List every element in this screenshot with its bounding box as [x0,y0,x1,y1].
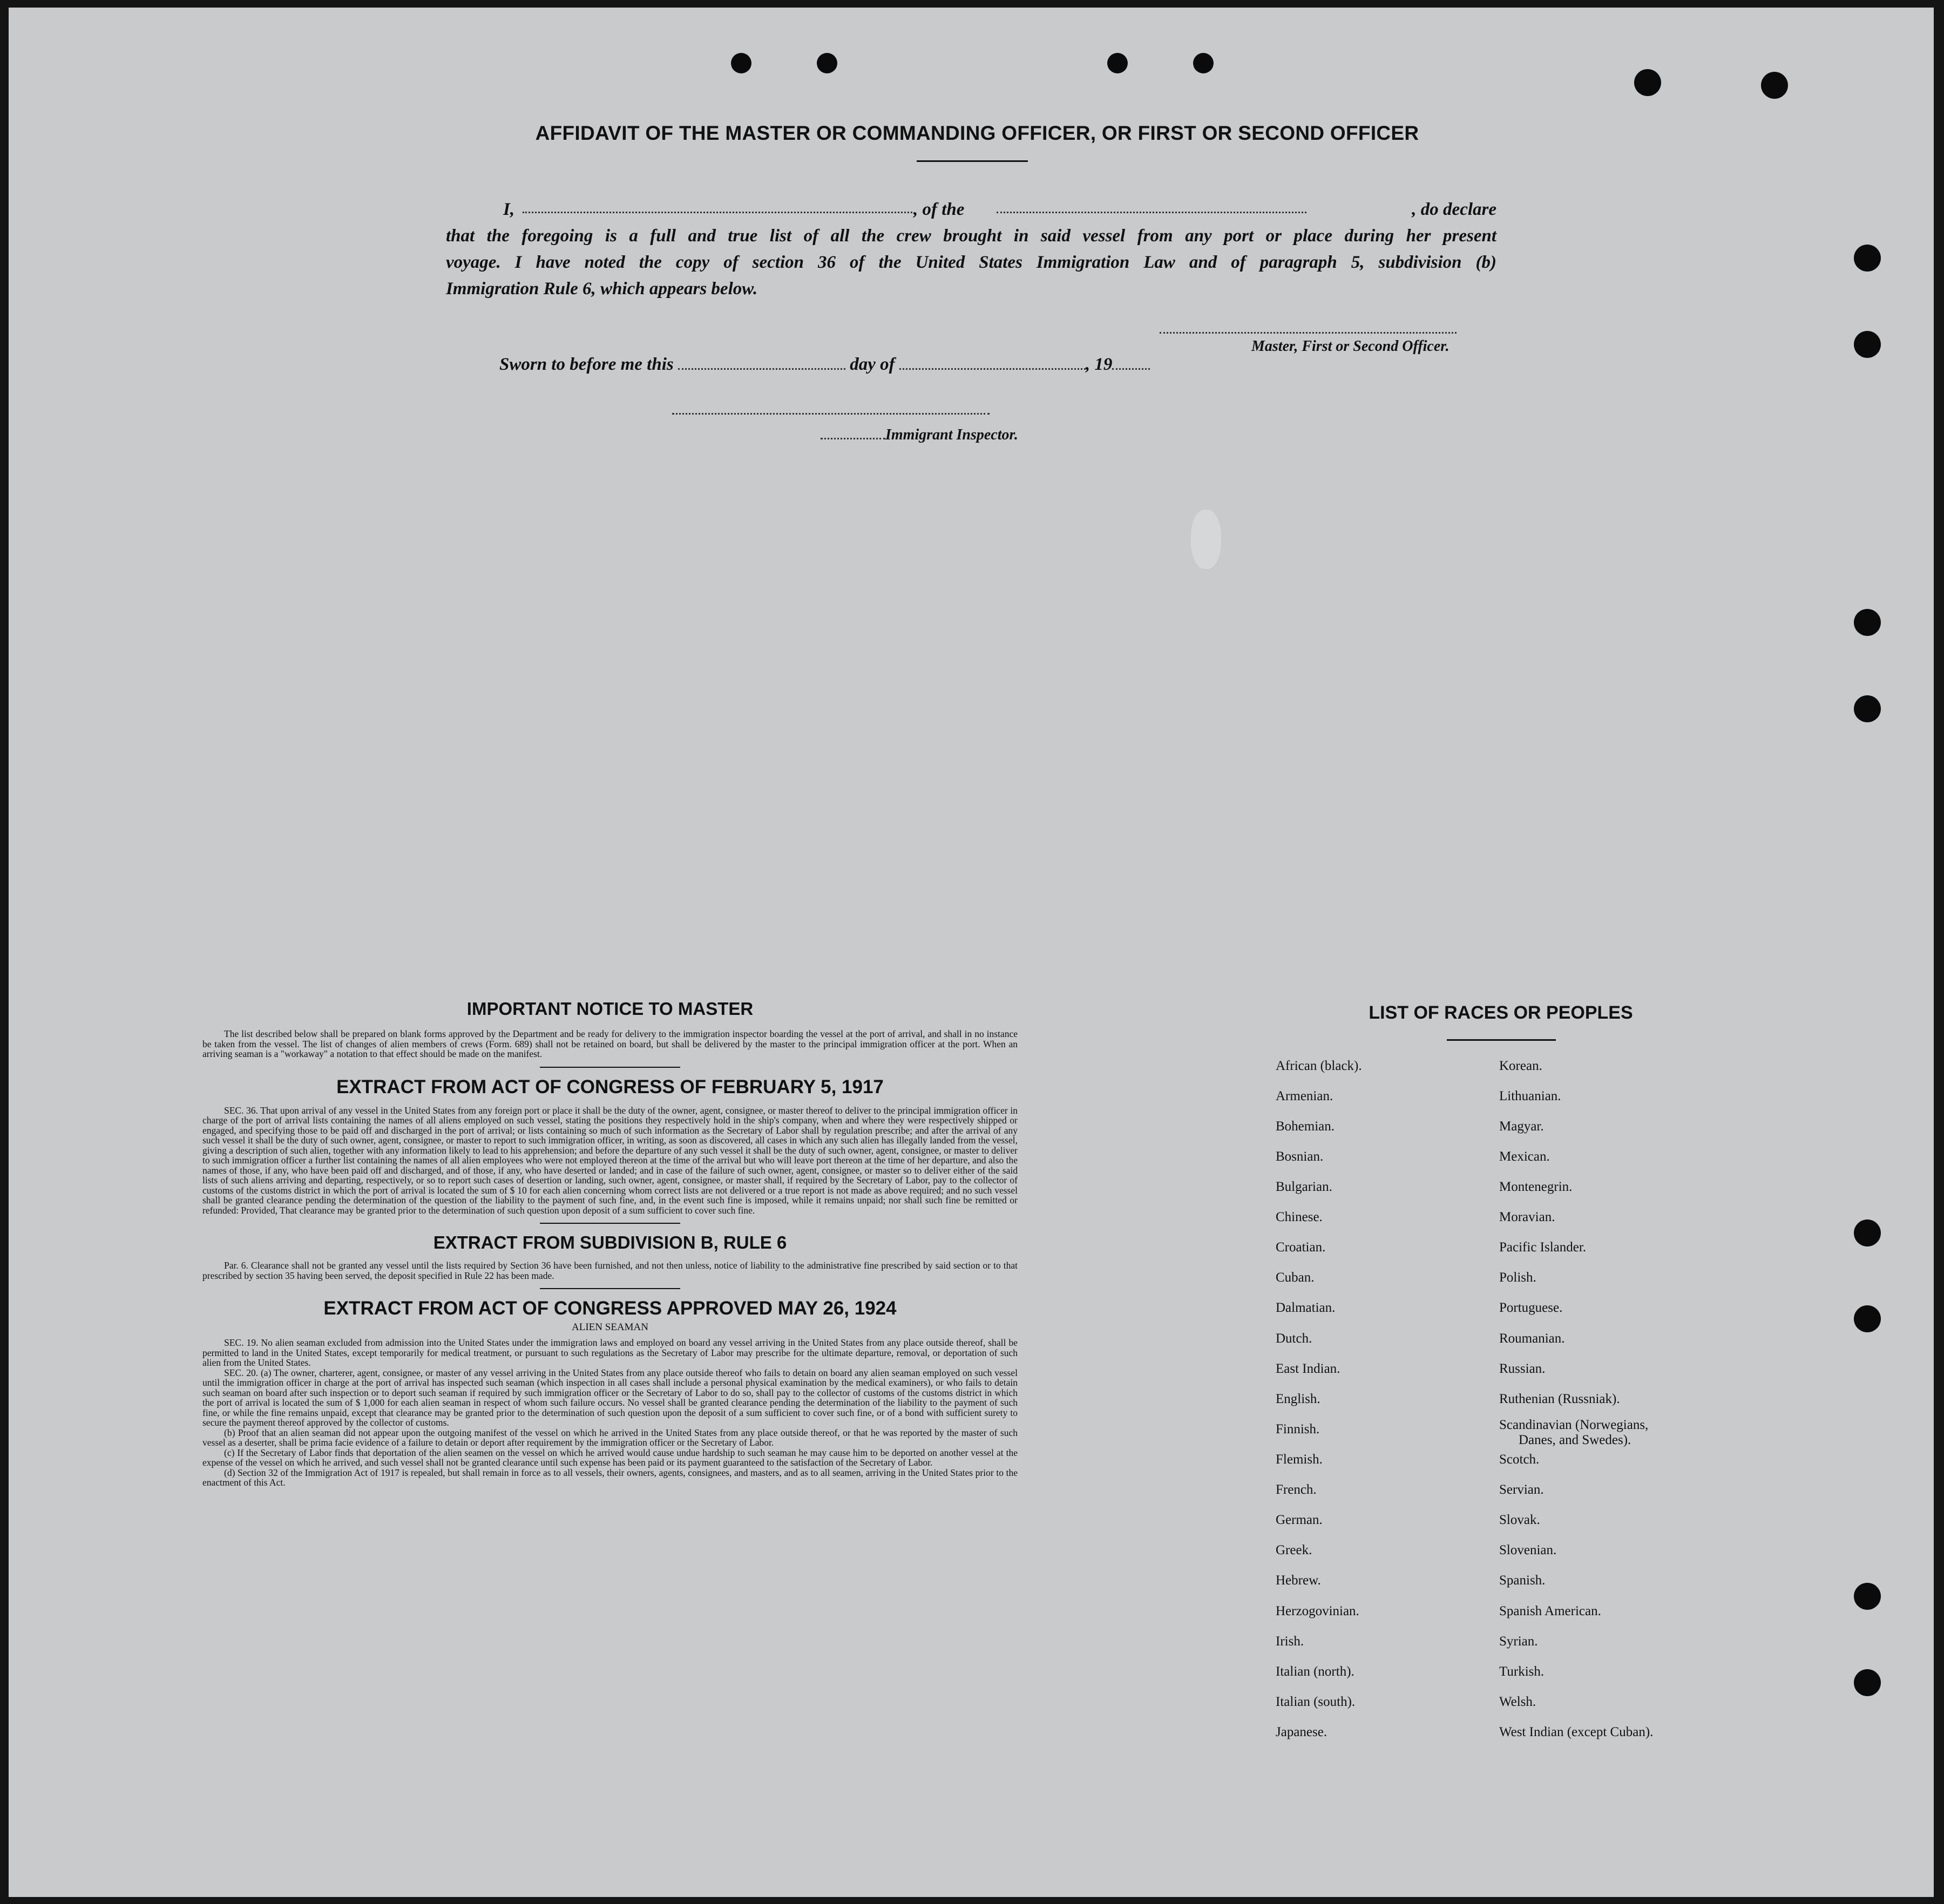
extract-1924-subtitle: ALIEN SEAMAN [572,1322,648,1333]
race-item: Roumanian. [1499,1331,1565,1346]
inspector-signature-line[interactable] [672,413,990,415]
races-rule [1447,1039,1556,1041]
race-item: Hebrew. [1276,1573,1321,1588]
race-item: Ruthenian (Russniak). [1499,1392,1620,1406]
race-item: Servian. [1499,1482,1544,1497]
race-item: Herzogovinian. [1276,1604,1359,1618]
extract-1924-sec20a: SEC. 20. (a) The owner, charterer, agent, consignee, or master of any vessel arriving in the United States from any place outside thereof who fails to detain on board any alien seaman employed on such vessel until the immigration officer in charge at the port of arrival has inspected such seaman (which inspection in all cases shall include a personal physical examination by the medical examiners), or who fails to detain such seaman on board after such inspection or to deport such seaman if required by such immigration officer or the Secretary of Labor to do so, shall pay to the collector of customs of the customs district in which the port of arrival is located the sum of $ 1,000 for each alien seaman in respect of whom such failure occurs. No vessel shall be granted clearance pending the determination of the liability to the payment of such fine, or while the fine remains unpaid, except that clearance may be granted prior to the determination of such question upon the deposit of a sum sufficient to cover such fine, or of a bond with sufficient surety to secure the payment thereof approved by the collector of customs. [202,1367,1018,1428]
affidavit-line-1 [446,197,1496,223]
race-item: Welsh. [1499,1695,1536,1709]
day-of-label: day of [850,355,895,374]
section-rule [540,1288,680,1289]
sworn-prefix: Sworn to before me this [499,355,674,374]
punch-hole [1107,53,1128,73]
year-prefix: , 19 [1085,355,1113,374]
race-item: Scotch. [1499,1452,1540,1467]
text-i: I, [503,200,515,219]
text-of-the: , of the [913,200,965,219]
punch-hole [1854,1305,1881,1332]
race-item: Russian. [1499,1361,1546,1376]
race-item: Dalmatian. [1276,1300,1336,1315]
race-item: Croatian. [1276,1240,1326,1255]
punch-hole [1854,1583,1881,1610]
master-signature-label: Master, First or Second Officer. [1251,338,1449,355]
race-item: Bosnian. [1276,1149,1324,1164]
race-item: Japanese. [1276,1725,1327,1739]
race-item: Chinese. [1276,1210,1323,1224]
race-item: Spanish American. [1499,1604,1601,1618]
year-blank[interactable] [1112,356,1150,370]
race-item: Danes, and Swedes). [1519,1433,1631,1447]
race-item: Spanish. [1499,1573,1546,1588]
punch-hole [817,53,837,73]
race-item: German. [1276,1513,1323,1527]
race-item: Armenian. [1276,1089,1333,1103]
race-item: Italian (north). [1276,1664,1354,1679]
race-item: Italian (south). [1276,1695,1356,1709]
race-item: West Indian (except Cuban). [1499,1725,1654,1739]
race-item: French. [1276,1482,1317,1497]
race-item: Polish. [1499,1270,1536,1285]
race-item: Turkish. [1499,1664,1545,1679]
master-signature-line[interactable] [1160,332,1457,334]
punch-hole [1854,245,1881,272]
affidavit-title: AFFIDAVIT OF THE MASTER OR COMMANDING OFFICER, OR FIRST OR SECOND OFFICER [535,122,1419,144]
race-item: East Indian. [1276,1361,1340,1376]
race-item: Montenegrin. [1499,1180,1573,1194]
race-item: Greek. [1276,1543,1312,1557]
extract-1917-body: SEC. 36. That upon arrival of any vessel in the United States from any foreign port or place it shall be the duty of the owner, agent, consignee, or master thereof to deliver to the principal immigration officer in charge of the port of arrival lists containing the names of all aliens employed on such vessel, stating the positions they respectively hold in the ship's company, when and where they were respectively shipped or engaged, and specifying those to be paid off and discharged in the port of arrival; or lists containing so much of such information as the Secretary of Labor shall by regulation prescribe; and after the arrival of any such vessel it shall be the duty of such owner, agent, consignee, or master to report to such immigration officer, in writing, as soon as discovered, all cases in which any such alien has illegally landed from the vessel, giving a description of such alien, together with any information likely to lead to his apprehension; and before the departure of any such vessel it shall be the duty of such owner, agent, consignee, or master to deliver to such immigration officer a further list containing the names of all alien employees who were not employed thereon at the time of the arrival but who will leave port thereon at the time of her departure, and also the names of those, if any, who have been paid off and discharged, and of those, if any, who have deserted or landed; and in case of the failure of such owner, agent, consignee, or master so to deliver either of the said lists of such aliens arriving and departing, respectively, or so to report such cases of desertion or landing, such owner, agent, consignee, or master shall, if required by the Secretary of Labor, pay to the collector of customs of the customs district in which the port of arrival is located the sum of $ 10 for each alien concerning whom correct lists are not delivered or a true report is not made as above required; and no such vessel shall be granted clearance pending the determination of the question of the liability to the payment of such fine, and, in the event such fine is imposed, while it remains unpaid; nor shall such fine be remitted or refunded: Provided, That clearance may be granted prior to the determination of such question upon deposit of a sum sufficient to cover such fine. [202,1105,1018,1216]
affidavit-line-4: Immigration Rule 6, which appears below. [446,279,758,299]
title-rule [917,160,1028,162]
section-rule [540,1067,680,1068]
race-item: Bulgarian. [1276,1180,1332,1194]
punch-hole [731,53,751,73]
affidavit-line-2: that the foregoing is a full and true list of all the crew brought in said vessel from any port or place during her present [446,226,1496,246]
punch-hole [1634,69,1661,96]
punch-hole [1854,1669,1881,1696]
paper-stain [1191,510,1221,569]
race-item: Portuguese. [1499,1300,1563,1315]
text-do-declare: , do declare [1412,200,1496,219]
affidavit-line-3: voyage. I have noted the copy of section 36 of the United States Immigration Law and of paragraph 5, subdivision (b) [446,253,1496,272]
race-item: Mexican. [1499,1149,1550,1164]
race-item: Cuban. [1276,1270,1315,1285]
punch-hole [1854,331,1881,358]
race-item: Korean. [1499,1059,1542,1073]
race-item: Moravian. [1499,1210,1555,1224]
extract-1917-title: EXTRACT FROM ACT OF CONGRESS OF FEBRUARY 5, 1917 [336,1076,884,1097]
extract-rule6-body: Par. 6. Clearance shall not be granted any vessel until the lists required by Section 36 have been furnished, and not then unless, notice of liability to the administrative fine prescribed by said section or to that prescribed by section 35 having been served, the deposit specified in Rule 22 has been made. [202,1260,1018,1281]
race-item: Syrian. [1499,1634,1538,1649]
race-item: Lithuanian. [1499,1089,1561,1103]
race-item: Dutch. [1276,1331,1312,1346]
day-blank[interactable] [678,356,845,370]
race-item: Slovak. [1499,1513,1540,1527]
sworn-line [499,355,1150,375]
extract-1924-sec19: SEC. 19. No alien seaman excluded from admission into the United States under the immigration laws and employed on board any vessel arriving in the United States from any place outside thereof, shall be permitted to land in the United States, except temporarily for medical treatment, or pursuant to such regulations as the Secretary of Labor may prescribe for the ultimate departure, removal, or deportation of such alien from the United States. [202,1337,1018,1368]
inspector-label [821,426,1018,444]
race-item: Magyar. [1499,1119,1544,1134]
punch-hole [1854,695,1881,722]
race-item: Flemish. [1276,1452,1323,1467]
inspector-label-text: Immigrant Inspector. [885,426,1018,443]
inspector-blank[interactable] [821,430,885,439]
month-blank[interactable] [899,356,1086,370]
race-item: Finnish. [1276,1422,1320,1437]
race-item: Pacific Islander. [1499,1240,1587,1255]
race-item: Slovenian. [1499,1543,1557,1557]
race-item: Bohemian. [1276,1119,1335,1134]
notices-column [202,999,1018,1488]
race-item: Scandinavian (Norwegians, [1499,1418,1649,1432]
punch-hole [1761,72,1788,99]
notice-body: The list described below shall be prepared on blank forms approved by the Department and be ready for delivery to the immigration inspector boarding the vessel at the port of arrival, and shall in no instance be taken from the vessel. The list of changes of alien members of crews (Form. 689) shall not be retained on board, but shall be delivered by the master to the principal immigration officer at the port. When an arriving seaman is a "workaway" a notation to that effect should be made on the manifest. [202,1028,1018,1059]
extract-1924-title: EXTRACT FROM ACT OF CONGRESS APPROVED MAY 26, 1924 [323,1298,897,1319]
affidavit-body [446,197,1496,302]
extract-rule6-title: EXTRACT FROM SUBDIVISION B, RULE 6 [433,1232,787,1252]
race-item: Irish. [1276,1634,1304,1649]
vessel-blank[interactable] [997,200,1306,213]
punch-hole [1854,1219,1881,1246]
notice-title: IMPORTANT NOTICE TO MASTER [466,999,754,1019]
name-blank[interactable] [523,200,912,213]
races-title: LIST OF RACES OR PEOPLES [1369,1002,1633,1023]
extract-1924-sec20c: (c) If the Secretary of Labor finds that deportation of the alien seamen on the vessel on which he arrived would cause undue hardship to such seaman he may cause him to be deported on another vessel at the expense of the vessel on which he arrived, and such vessel shall not be granted clearance until such expense has been paid or its payment guaranteed to the satisfaction of the Secretary of Labor. [202,1447,1018,1468]
punch-hole [1193,53,1214,73]
race-item: English. [1276,1392,1320,1406]
extract-1924-sec20b: (b) Proof that an alien seaman did not appear upon the outgoing manifest of the vessel on which he arrived in the United States from any place outside thereof, or that he was reported by the master of such vessel as a deserter, shall be prima facie evidence of a failure to detain or deport after requirement by the immigration officer or the Secretary of Labor. [202,1427,1018,1448]
section-rule [540,1223,680,1224]
race-item: African (black). [1276,1059,1362,1073]
extract-1924-sec20d: (d) Section 32 of the Immigration Act of 1917 is repealed, but shall remain in force as to all vessels, their owners, agents, consignees, and masters, and as to all seamen, arriving in the United States prior to the enactment of this Act. [202,1467,1018,1488]
punch-hole [1854,609,1881,636]
